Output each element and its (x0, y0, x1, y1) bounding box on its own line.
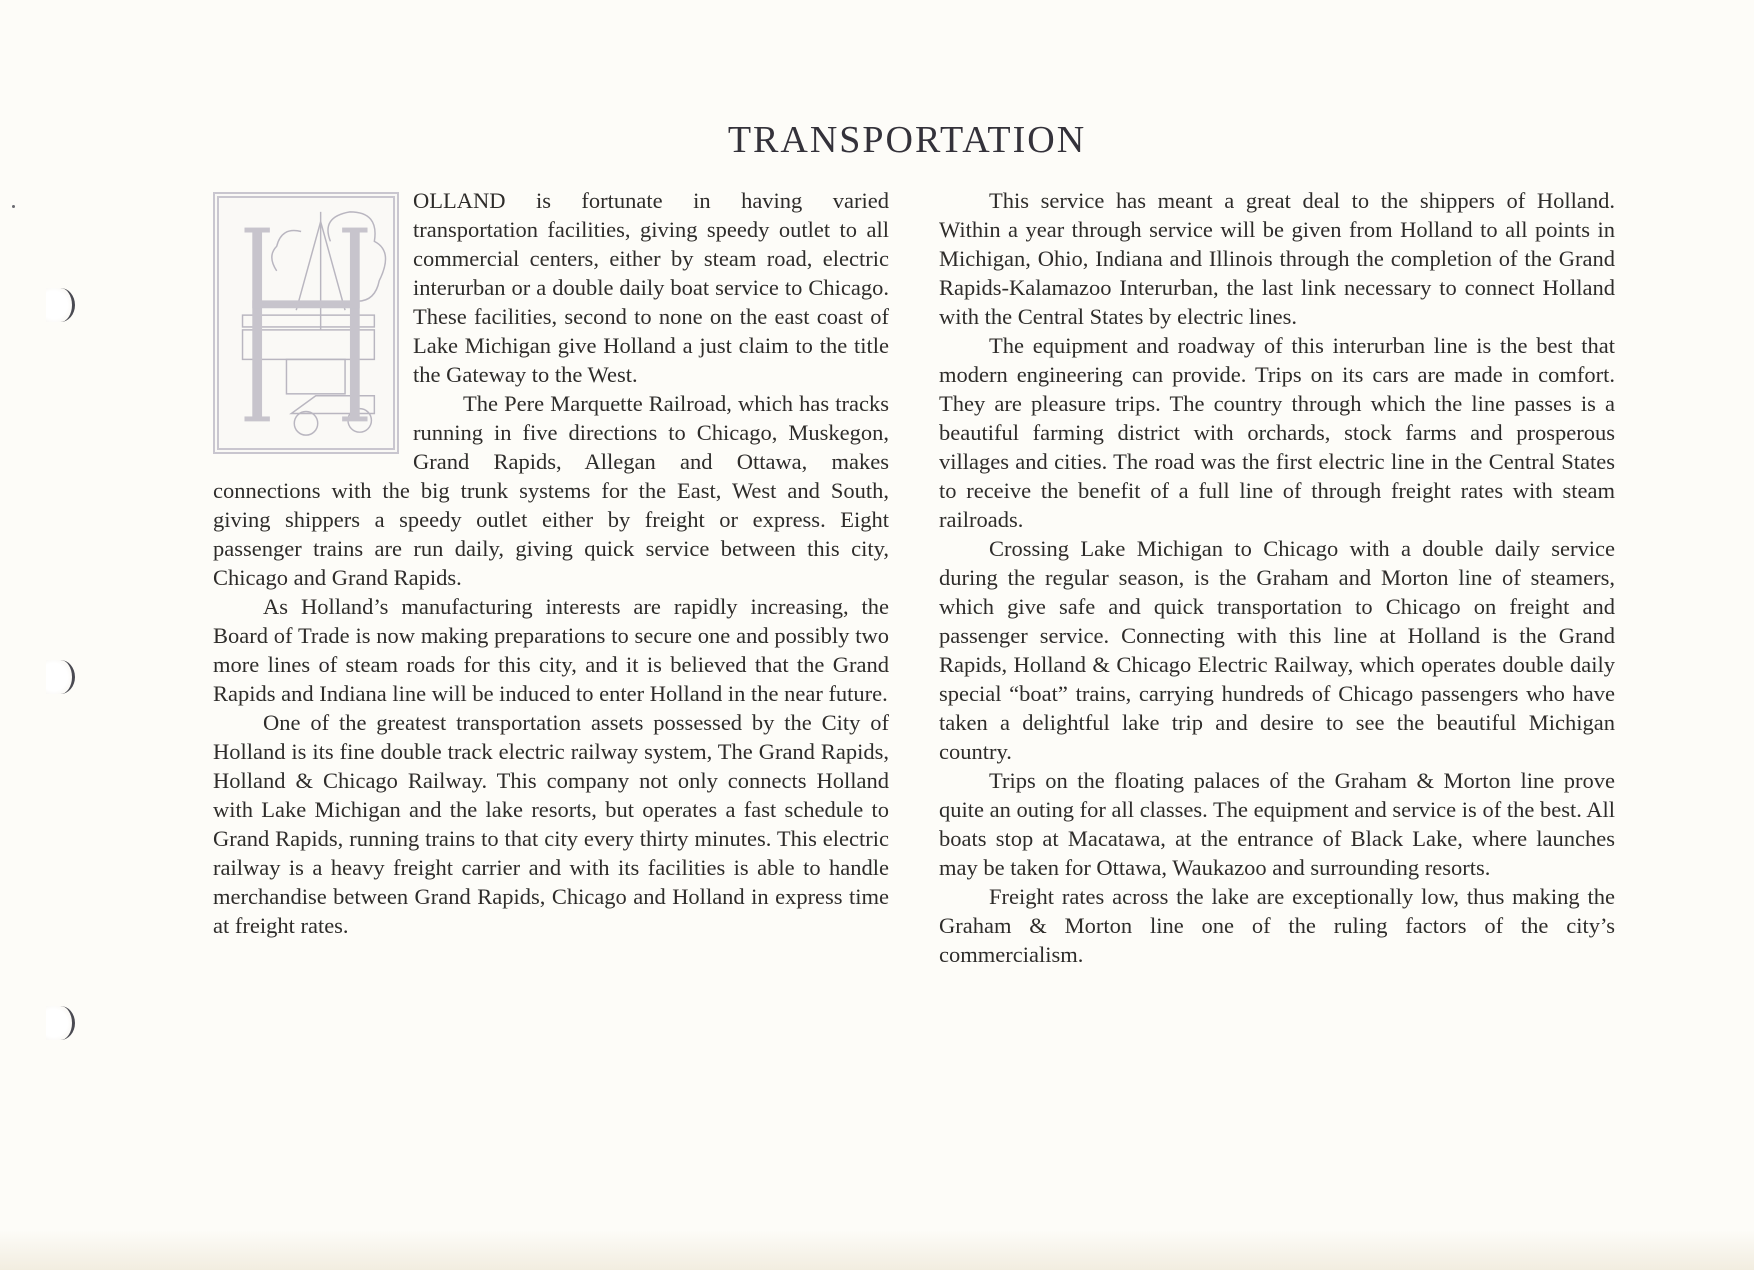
binder-punch-hole-icon (46, 1006, 75, 1040)
paragraph: Crossing Lake Michigan to Chicago with a double daily service during the regular season, is the Graham and Morton line of steamers, which give safe and quick transportation to Chicago on freight and passenger service. Connecting with this line at Holland is the Grand Rapids, Holland & Chicago Electric Railway, which operates double daily special “boat” trains, carrying hundreds of Chicago passengers who have taken a delightful lake trip and desire to see the beautiful Michigan country. (939, 536, 1615, 764)
right-column (939, 186, 1615, 969)
page-bottom-edge (0, 1230, 1754, 1270)
paragraph: Trips on the floating palaces of the Graham & Morton line prove quite an outing for all classes. The equipment and service is of the best. All boats stop at Macatawa, at the entrance of Black Lake, where launches may be taken for Ottawa, Waukazoo and surrounding resorts. (939, 768, 1615, 880)
paragraph: This service has meant a great deal to the shippers of Holland. Within a year through service will be given from Holland to all points in Michigan, Ohio, Indiana and Illinois through the completion of the Grand Rapids-Kalamazoo Interurban, the last link necessary to connect Holland with the Central States by electric lines. (939, 188, 1615, 329)
speck (12, 205, 15, 208)
left-column (213, 186, 889, 940)
drop-cap-illustration (213, 192, 399, 454)
paragraph: Freight rates across the lake are exceptionally low, thus making the Graham & Morton line one of the ruling factors of the city’s commercialism. (939, 884, 1615, 967)
binder-punch-hole-icon (46, 288, 75, 322)
paragraph: The Pere Marquette Railroad, which has tracks running in five directions to Chicago, Muskegon, Grand Rapids, Allegan and Ottawa, makes connections with the big trunk systems for the East, West and South, giving shippers a speedy outlet either by freight or express. Eight passenger trains are run daily, giving quick service between this city, Chicago and Grand Rapids. (213, 391, 889, 590)
paragraph: The equipment and roadway of this interurban line is the best that modern engineering can provide. Trips on its cars are made in comfort. They are pleasure trips. The country through which the line passes is a beautiful farming district with orchards, stock farms and prosperous villages and cities. The road was the first electric line in the Central States to receive the benefit of a full line of through freight rates with steam railroads. (939, 333, 1615, 532)
paragraph: As Holland’s manufacturing interests are rapidly increasing, the Board of Trade is now making preparations to secure one and possibly two more lines of steam roads for this city, and it is believed that the Grand Rapids and Indiana line will be induced to enter Holland in the near future. (213, 594, 889, 706)
paragraph: OLLAND is fortunate in having varied transportation facilities, giving speedy outlet to all commercial centers, either by steam road, electric interurban or a double daily boat service to Chicago. These facilities, second to none on the east coast of Lake Michigan give Holland a just claim to the title the Gateway to the West. (413, 188, 889, 387)
binder-punch-hole-icon (46, 660, 75, 694)
paragraph: One of the greatest transportation assets possessed by the City of Holland is its fine double track electric railway system, The Grand Rapids, Holland & Chicago Railway. This company not only connects Holland with Lake Michigan and the lake resorts, but operates a fast schedule to Grand Rapids, running trains to that city every thirty minutes. This electric railway is a heavy freight carrier and with its facilities is able to handle merchandise between Grand Rapids, Chicago and Holland in express time at freight rates. (213, 710, 889, 938)
illuminated-initial-h-icon (223, 202, 389, 444)
page-title: TRANSPORTATION (727, 119, 1087, 161)
